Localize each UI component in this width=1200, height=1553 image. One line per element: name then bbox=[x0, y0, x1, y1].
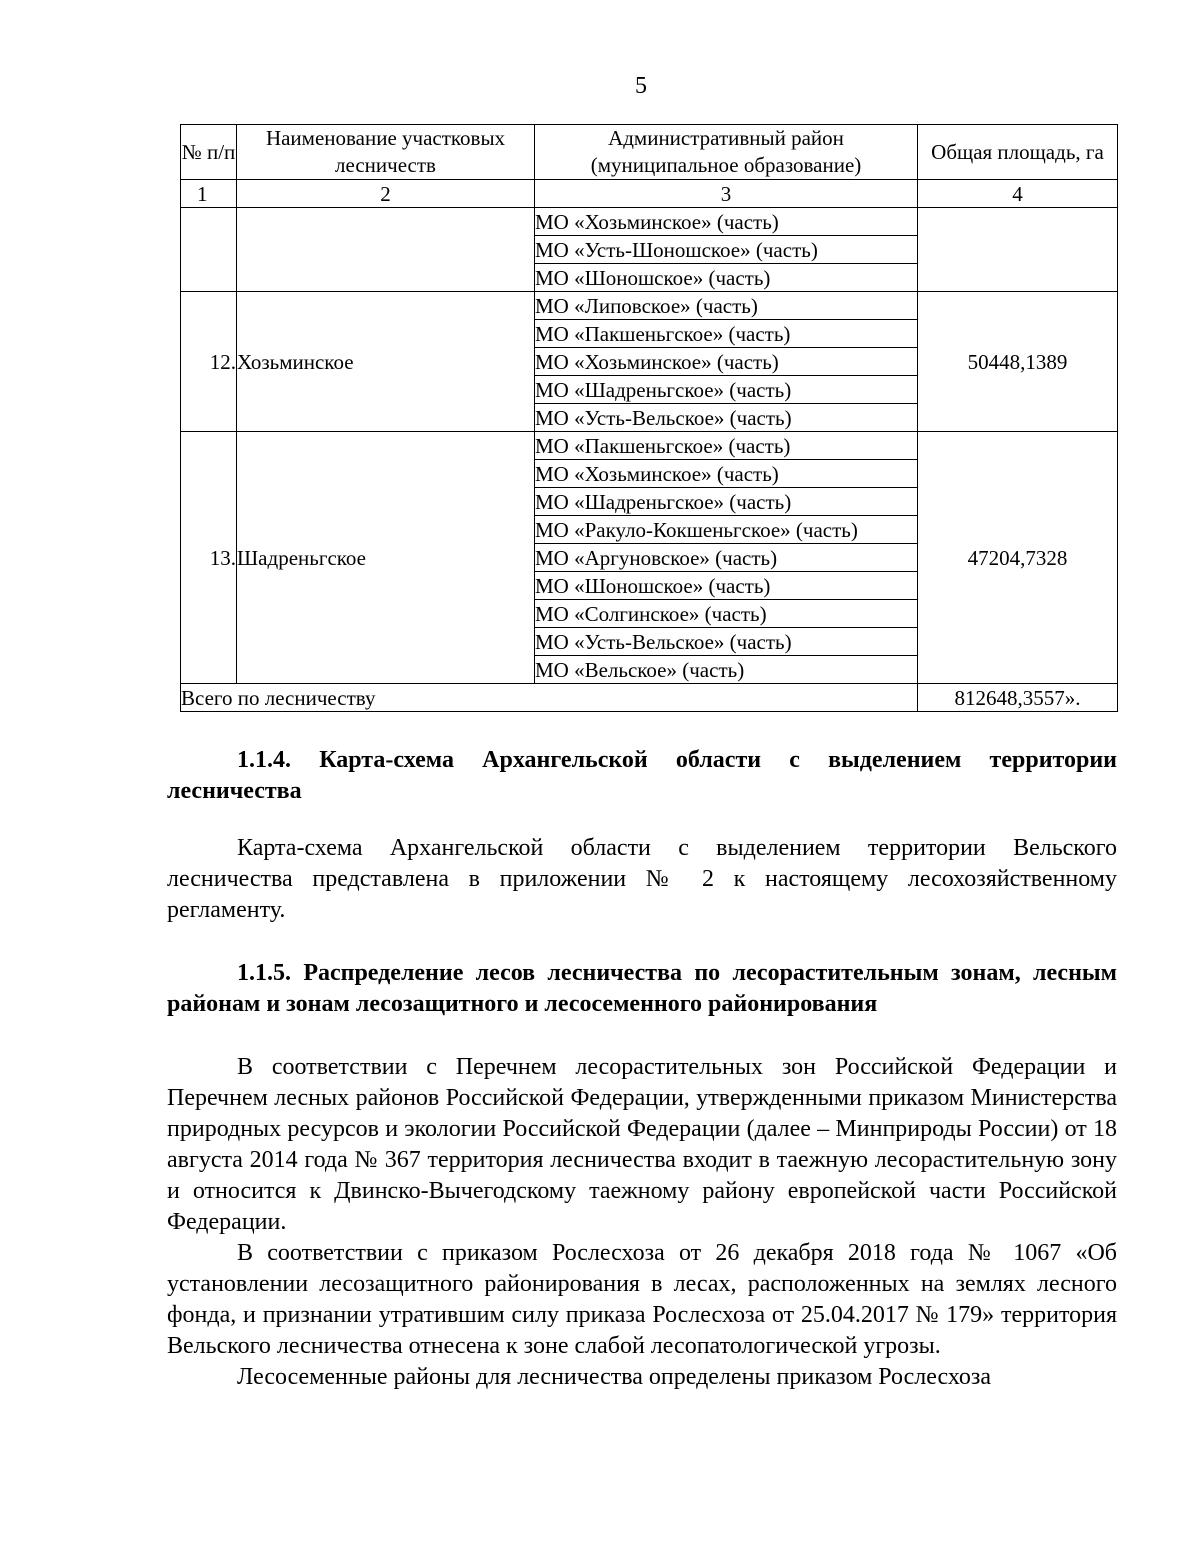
cell-district: МО «Шоношское» (часть) bbox=[535, 572, 918, 600]
header-forestry-name: Наименование участковых лесничеств bbox=[237, 125, 535, 180]
cell-district: МО «Шоношское» (часть) bbox=[535, 264, 918, 292]
forestry-table bbox=[180, 124, 1118, 712]
header-number: № п/п bbox=[181, 125, 237, 180]
total-value: 812648,3557». bbox=[918, 684, 1118, 712]
cell-number: 12. bbox=[181, 292, 237, 432]
cell-district: МО «Усть-Вельское» (часть) bbox=[535, 404, 918, 432]
column-number: 4 bbox=[918, 180, 1118, 208]
column-number: 2 bbox=[237, 180, 535, 208]
header-district: Административный район (муниципальное образование) bbox=[535, 125, 918, 180]
header-area: Общая площадь, га bbox=[918, 125, 1118, 180]
column-number: 1 bbox=[181, 180, 237, 208]
cell-district: МО «Вельское» (часть) bbox=[535, 656, 918, 684]
cell-district: МО «Шадреньгское» (часть) bbox=[535, 488, 918, 516]
section-heading-114: 1.1.4. Карта-схема Архангельской области с выделением территории лесничества bbox=[167, 747, 1117, 804]
cell-number: 13. bbox=[181, 432, 237, 684]
cell-district: МО «Солгинское» (часть) bbox=[535, 600, 918, 628]
total-label: Всего по лесничеству bbox=[181, 684, 918, 712]
cell-district: МО «Пакшеньгское» (часть) bbox=[535, 432, 918, 460]
cell-area bbox=[918, 208, 1118, 292]
cell-number bbox=[181, 208, 237, 292]
section-text-114: Карта-схема Архангельской области с выделением территории Вельского лесничества представлена в приложении № 2 к настоящему лесохозяйственному регламенту. bbox=[167, 835, 1117, 923]
cell-district: МО «Пакшеньгское» (часть) bbox=[535, 320, 918, 348]
cell-district: МО «Хозьминское» (часть) bbox=[535, 460, 918, 488]
table-row bbox=[181, 292, 1118, 320]
paragraph: Лесосеменные районы для лесничества определены приказом Рослесхоза bbox=[237, 1364, 992, 1390]
table-row bbox=[181, 432, 1118, 460]
cell-forestry-name: Шадреньгское bbox=[237, 432, 535, 684]
section-heading-115: 1.1.5. Распределение лесов лесничества по лесорастительным зонам, лесным районам и зонам лесозащитного и лесосеменного районирования bbox=[167, 960, 1117, 1017]
cell-district: МО «Шадреньгское» (часть) bbox=[535, 376, 918, 404]
paragraph: В соответствии с приказом Рослесхоза от 26 декабря 2018 года № 1067 «Об установлении лесозащитного районирования в лесах, расположенных на землях лесного фонда, и признании утратившим силу приказа Рослесхоза от 25.04.2017 № 179» территория Вельского лесничества отнесена к зоне слабой лесопатологической угрозы. bbox=[167, 1240, 1117, 1359]
cell-area: 50448,1389 bbox=[918, 292, 1118, 432]
column-number-row bbox=[181, 180, 1118, 208]
page-number: 5 bbox=[635, 73, 647, 99]
cell-district: МО «Усть-Вельское» (часть) bbox=[535, 628, 918, 656]
table-total-row bbox=[181, 684, 1118, 712]
cell-forestry-name bbox=[237, 208, 535, 292]
table-header-row bbox=[181, 125, 1118, 180]
cell-district: МО «Усть-Шоношское» (часть) bbox=[535, 236, 918, 264]
section-body-115 bbox=[167, 1052, 1117, 1393]
cell-district: МО «Аргуновское» (часть) bbox=[535, 544, 918, 572]
cell-area: 47204,7328 bbox=[918, 432, 1118, 684]
cell-district: МО «Липовское» (часть) bbox=[535, 292, 918, 320]
cell-district: МО «Ракуло-Кокшеньгское» (часть) bbox=[535, 516, 918, 544]
column-number: 3 bbox=[535, 180, 918, 208]
cell-forestry-name: Хозьминское bbox=[237, 292, 535, 432]
cell-district: МО «Хозьминское» (часть) bbox=[535, 348, 918, 376]
cell-district: МО «Хозьминское» (часть) bbox=[535, 208, 918, 236]
paragraph: В соответствии с Перечнем лесорастительных зон Российской Федерации и Перечнем лесных районов Российской Федерации, утвержденными приказом Министерства природных ресурсов и экологии Российской Федерации (далее – Минприроды России) от 18 августа 2014 года № 367 территория лесничества входит в таежную лесорастительную зону и относится к Двинско-Вычегодскому таежному району европейской части Российской Федерации. bbox=[167, 1054, 1117, 1235]
table-row bbox=[181, 208, 1118, 236]
